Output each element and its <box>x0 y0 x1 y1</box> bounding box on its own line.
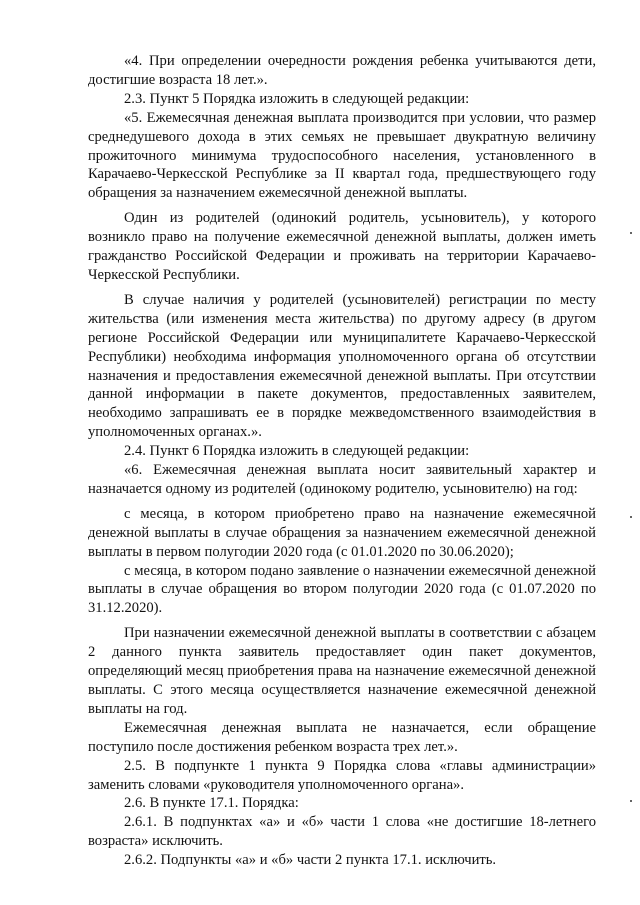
paragraph: 2.6. В пункте 17.1. Порядка: <box>124 795 299 812</box>
paragraph: с месяца, в котором приобретено право на назначение ежемесячной денежной выплаты в случае обращения за назначением ежемесячной денежной выплаты в первом полугодии 2020 года (с 01.01.2020 по 30.06.2020); <box>88 505 596 560</box>
paragraph: 2.5. В подпункте 1 пункта 9 Порядка слова «главы администрации» заменить словами «руководителя уполномоченного органа». <box>88 757 596 793</box>
paragraph: 2.4. Пункт 6 Порядка изложить в следующей редакции: <box>124 443 470 460</box>
paragraph: «5. Ежемесячная денежная выплата производится при условии, что размер среднедушевого дохода в этих семьях не превышает двукратную величину прожиточного минимума трудоспособного населения, установленного в Карачаево-Черкесской Республике за II квартал года, предшествующего году обращения за назначением ежемесячной денежной выплаты. <box>88 109 596 202</box>
document-body <box>88 52 596 870</box>
scan-speck <box>630 516 632 518</box>
paragraph: Ежемесячная денежная выплата не назначается, если обращение поступило после достижения ребенком возраста трех лет.». <box>88 719 596 755</box>
paragraph: 2.6.1. В подпунктах «а» и «б» части 1 слова «не достигшие 18-летнего возраста» исключить. <box>88 814 596 850</box>
paragraph: Один из родителей (одинокий родитель, усыновитель), у которого возникло право на получение ежемесячной денежной выплаты, должен иметь гражданство Российской Федерации и проживать на территории Карачаево-Черкесской Республики. <box>88 210 596 283</box>
paragraph: с месяца, в котором подано заявление о назначении ежемесячной денежной выплаты в случае обращения во втором полугодии 2020 года (с 01.07.2020 по 31.12.2020). <box>88 562 596 617</box>
paragraph: «4. При определении очередности рождения ребенка учитываются дети, достигшие возраста 18 лет.». <box>88 53 596 88</box>
paragraph: «6. Ежемесячная денежная выплата носит заявительный характер и назначается одному из родителей (одинокому родителю, усыновителю) на год: <box>88 462 596 497</box>
paragraph: В случае наличия у родителей (усыновителей) регистрации по месту жительства (или изменения места жительства) по другому адресу (в другом регионе Российской Федерации или муниципалитете Карачаево-Черкесской Республики) необходима информация уполномоченного органа об отсутствии назначения и предоставления ежемесячной денежной выплаты. При отсутствии данной информации в пакете документов, предоставленных заявителем, необходимо запрашивать ее в порядке межведомственного взаимодействия в уполномоченных органах.». <box>88 291 596 441</box>
scan-speck <box>630 232 632 234</box>
scan-speck <box>630 800 632 802</box>
paragraph: При назначении ежемесячной денежной выплаты в соответствии с абзацем 2 данного пункта заявитель предоставляет один пакет документов, определяющий месяц приобретения права на назначение ежемесячной денежной выплаты. С этого месяца осуществляется назначение ежемесячной денежной выплаты на год. <box>88 625 596 717</box>
paragraph: 2.6.2. Подпункты «а» и «б» части 2 пункта 17.1. исключить. <box>124 852 497 869</box>
paragraph: 2.3. Пункт 5 Порядка изложить в следующей редакции: <box>124 90 470 107</box>
